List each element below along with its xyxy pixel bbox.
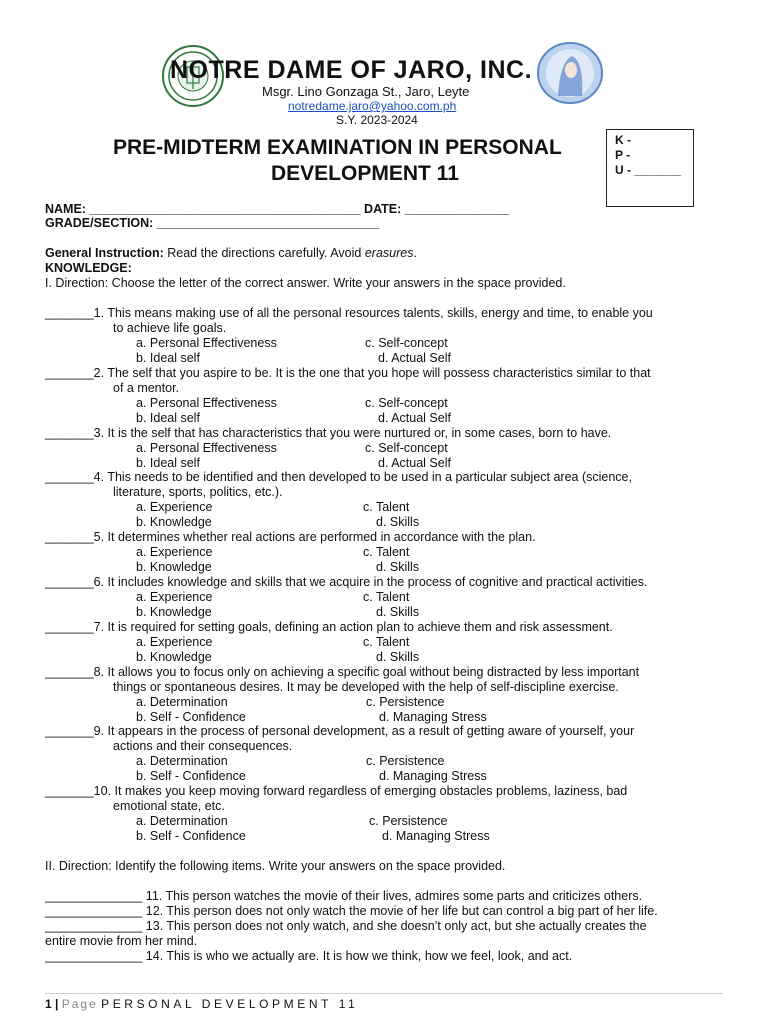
question-4-option-a: a. Experience [136,500,213,514]
direction-1: I. Direction: Choose the letter of the correct answer. Write your answers in the space provided. [45,276,566,290]
question-10-option-d: d. Managing Stress [382,829,490,843]
identification-item-13: ______________ 13. This person does not only watch, and she doesn’t only act, but she actually creates the [45,919,647,933]
footer-subject: PERSONAL DEVELOPMENT 11 [101,997,359,1011]
knowledge-heading: KNOWLEDGE: [45,261,132,275]
question-6-option-d: d. Skills [376,605,420,619]
page-footer: 1 | Page PERSONAL DEVELOPMENT 11 [45,997,359,1011]
question-1-continued: to achieve life goals. [113,321,227,335]
footer-page-word: Page [61,997,98,1011]
direction-2: II. Direction: Identify the following items. Write your answers on the space provided. [45,859,506,873]
question-4-option-d: d. Skills [376,515,420,529]
question-3: _______3. It is the self that has characteristics that you were nurtured or, in some cases, born to have. [45,426,612,440]
question-2-option-a: a. Personal Effectiveness [136,396,277,410]
question-10-continued: emotional state, etc. [113,799,225,813]
question-6: _______6. It includes knowledge and skills that we acquire in the process of cognitive and practical activities. [45,575,648,589]
school-email-link[interactable]: notredame.jaro@yahoo.com.ph [288,99,457,113]
question-3-option-a: a. Personal Effectiveness [136,441,277,455]
question-1-option-a: a. Personal Effectiveness [136,336,277,350]
grade-section-line: GRADE/SECTION: ________________________________ [45,216,380,230]
question-1-option-d: d. Actual Self [378,351,451,365]
school-name: NOTRE DAME OF JARO, INC. [170,56,533,84]
school-address: Msgr. Lino Gonzaga St., Jaro, Leyte [262,84,470,99]
identification-item-12: ______________ 12. This person does not only watch the movie of her life but can control a big part of her life. [45,904,658,918]
question-7-option-d: d. Skills [376,650,420,664]
exam-title-line2: DEVELOPMENT 11 [271,162,459,185]
name-date-line: NAME: _______________________________________ DATE: _______________ [45,202,510,216]
kpu-p: P - [615,148,631,162]
question-5-option-b: b. Knowledge [136,560,212,574]
general-instruction: General Instruction: Read the directions carefully. Avoid erasures. [45,246,417,260]
question-3-option-c: c. Self-concept [365,441,448,455]
kpu-score-box [606,129,694,207]
question-3-option-b: b. Ideal self [136,456,200,470]
kpu-u: U - _______ [615,163,682,177]
question-6-option-b: b. Knowledge [136,605,212,619]
question-10-option-b: b. Self - Confidence [136,829,246,843]
question-6-option-a: a. Experience [136,590,213,604]
identification-item-11: ______________ 11. This person watches the movie of their lives, admires some parts and criticizes others. [45,889,643,903]
question-10-option-c: c. Persistence [369,814,448,828]
question-6-option-c: c. Talent [363,590,410,604]
question-1-option-b: b. Ideal self [136,351,200,365]
question-4-option-c: c. Talent [363,500,410,514]
footer-page-number: 1 [45,997,52,1011]
question-7-option-c: c. Talent [363,635,410,649]
question-2-option-d: d. Actual Self [378,411,451,425]
question-7-option-b: b. Knowledge [136,650,212,664]
question-5-option-a: a. Experience [136,545,213,559]
question-5-option-d: d. Skills [376,560,420,574]
question-5-option-c: c. Talent [363,545,410,559]
question-9-option-b: b. Self - Confidence [136,769,246,783]
question-4-option-b: b. Knowledge [136,515,212,529]
question-4: _______4. This needs to be identified and then developed to be used in a particular subject area (science, [45,470,632,484]
question-9: _______9. It appears in the process of personal development, as a result of getting aware of yourself, your [45,724,635,738]
madonna-emblem-logo [536,42,604,104]
question-10-option-a: a. Determination [136,814,228,828]
question-8: _______8. It allows you to focus only on achieving a specific goal without being distracted by less important [45,665,640,679]
question-8-option-b: b. Self - Confidence [136,710,246,724]
question-1: _______1. This means making use of all the personal resources talents, skills, energy and time, to enable you [45,306,653,320]
question-8-option-c: c. Persistence [366,695,445,709]
question-2-continued: of a mentor. [113,381,180,395]
question-1-option-c: c. Self-concept [365,336,448,350]
question-10: _______10. It makes you keep moving forward regardless of emerging obstacles problems, laziness, bad [45,784,628,798]
question-9-continued: actions and their consequences. [113,739,293,753]
question-2-option-b: b. Ideal self [136,411,200,425]
question-2-option-c: c. Self-concept [365,396,448,410]
question-9-option-c: c. Persistence [366,754,445,768]
footer-divider [45,993,723,994]
question-8-option-a: a. Determination [136,695,228,709]
question-8-continued: things or spontaneous desires. It may be developed with the help of self-discipline exercise. [113,680,619,694]
question-7-option-a: a. Experience [136,635,213,649]
identification-item-14: ______________ 14. This is who we actually are. It is how we think, how we feel, look, and act. [45,949,573,963]
question-8-option-d: d. Managing Stress [379,710,487,724]
question-7: _______7. It is required for setting goals, defining an action plan to achieve them and risk assessment. [45,620,613,634]
question-3-option-d: d. Actual Self [378,456,451,470]
question-2: _______2. The self that you aspire to be. It is the one that you hope will possess characteristics similar to that [45,366,651,380]
question-9-option-a: a. Determination [136,754,228,768]
exam-title-line1: PRE-MIDTERM EXAMINATION IN PERSONAL [113,136,562,159]
question-4-continued: literature, sports, politics, etc.). [113,485,283,499]
kpu-k: K - [615,133,631,147]
identification-item-13-cont: entire movie from her mind. [45,934,198,948]
question-9-option-d: d. Managing Stress [379,769,487,783]
question-5: _______5. It determines whether real actions are performed in accordance with the plan. [45,530,536,544]
school-year: S.Y. 2023-2024 [336,113,418,127]
